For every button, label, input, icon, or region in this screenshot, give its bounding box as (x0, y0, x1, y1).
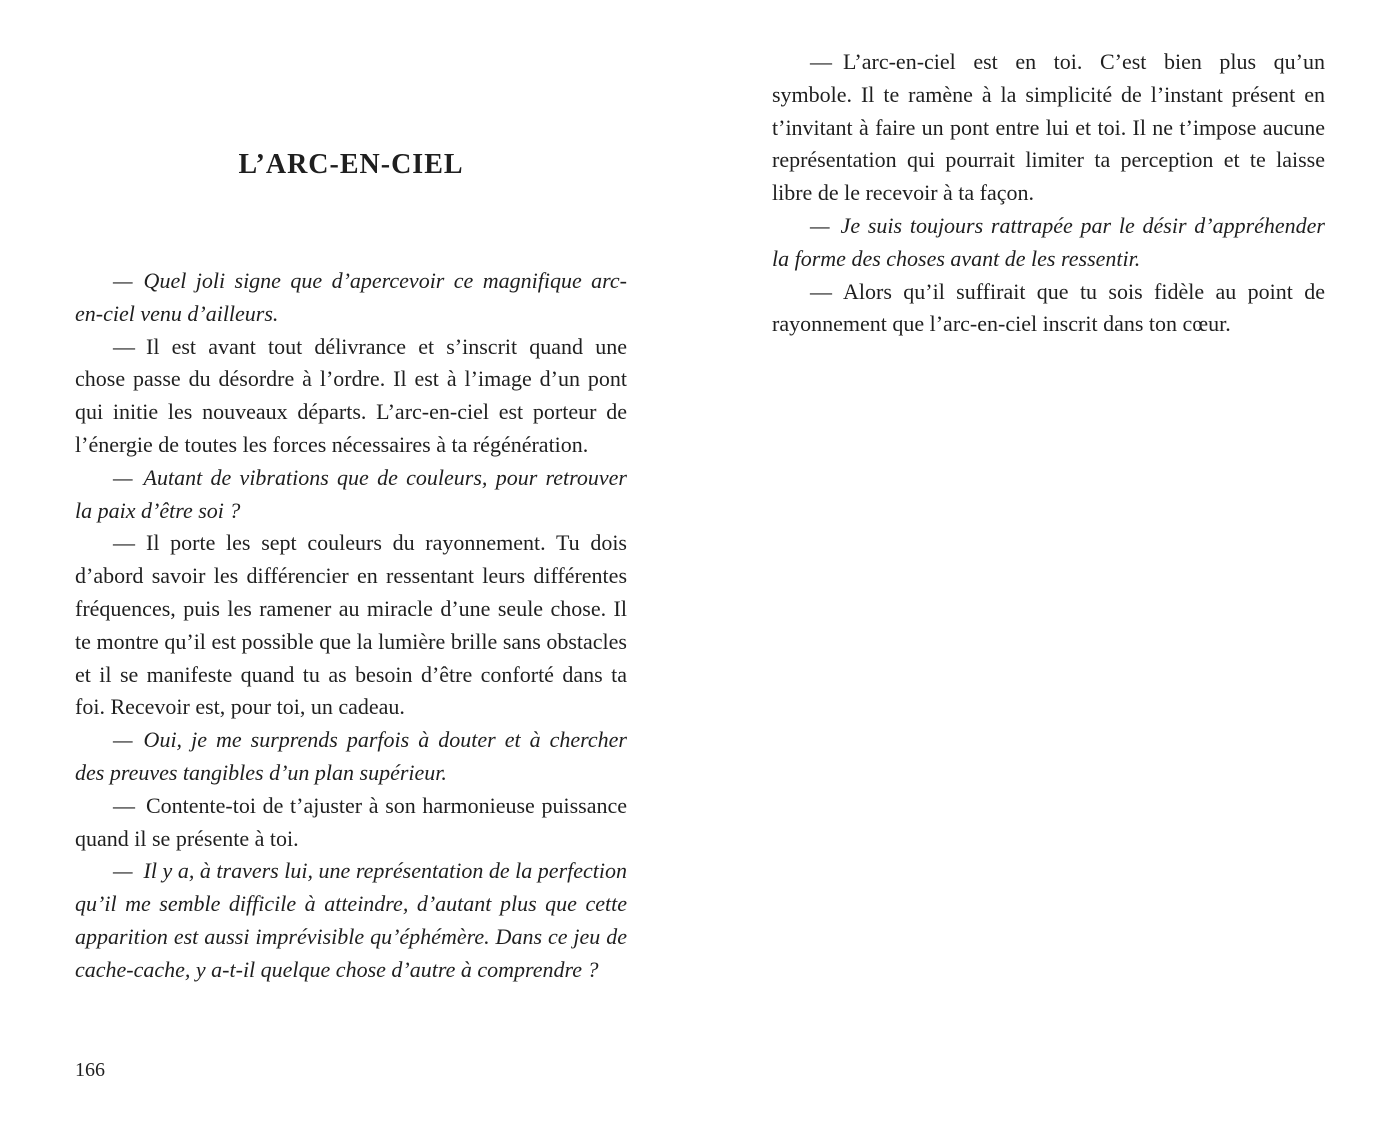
page-number: 166 (75, 1059, 105, 1081)
dialogue-paragraph: — Il porte les sept couleurs du rayonnement. Tu dois d’abord savoir les différencier en ressentant leurs différentes fréquences, puis les ramener au miracle d’une seule chose. Il te montre qu’il est possible que la lumière brille sans obstacles et il se manifeste quand tu as besoin d’être conforté dans ta foi. Recevoir est, pour toi, un cadeau. (75, 530, 627, 720)
left-page (75, 0, 627, 1133)
dialogue-paragraph: — Quel joli signe que d’apercevoir ce magnifique arc-en-ciel venu d’ailleurs. (75, 268, 627, 326)
dialogue-paragraph: — Oui, je me surprends parfois à douter et à chercher des preuves tangibles d’un plan supérieur. (75, 727, 627, 785)
right-page (772, 0, 1325, 1133)
dialogue-paragraph: — L’arc-en-ciel est en toi. C’est bien plus qu’un symbole. Il te ramène à la simplicité de l’instant présent en t’invitant à faire un pont entre lui et toi. Il ne t’impose aucune représentation qui pourrait limiter ta perception et te laisse libre de le recevoir à ta façon. (772, 49, 1325, 206)
dialogue-paragraph: — Il est avant tout délivrance et s’inscrit quand une chose passe du désordre à l’ordre. Il est à l’image d’un pont qui initie les nouveaux départs. L’arc-en-ciel est porteur de l’énergie de toutes les forces nécessaires à ta régénération. (75, 333, 627, 457)
dialogue-paragraph: — Alors qu’il suffirait que tu sois fidèle au point de rayonnement que l’arc-en-ciel inscrit dans ton cœur. (772, 278, 1325, 337)
dialogue-paragraph: — Contente-toi de t’ajuster à son harmonieuse puissance quand il se présente à toi. (75, 792, 627, 851)
left-page-body (75, 265, 627, 987)
dialogue-paragraph: — Autant de vibrations que de couleurs, pour retrouver la paix d’être soi ? (75, 464, 627, 523)
dialogue-paragraph: — Il y a, à travers lui, une représentation de la perfection qu’il me semble difficile à atteindre, d’autant plus que cette apparition est aussi imprévisible qu’éphémère. Dans ce jeu de cache-cache, y a-t-il quelque chose d’autre à comprendre ? (75, 858, 627, 982)
right-page-body (772, 46, 1325, 341)
dialogue-paragraph: — Je suis toujours rattrapée par le désir d’appréhender la forme des choses avant de les ressentir. (772, 212, 1325, 271)
chapter-title: L’ARC-EN-CIEL (238, 149, 464, 180)
